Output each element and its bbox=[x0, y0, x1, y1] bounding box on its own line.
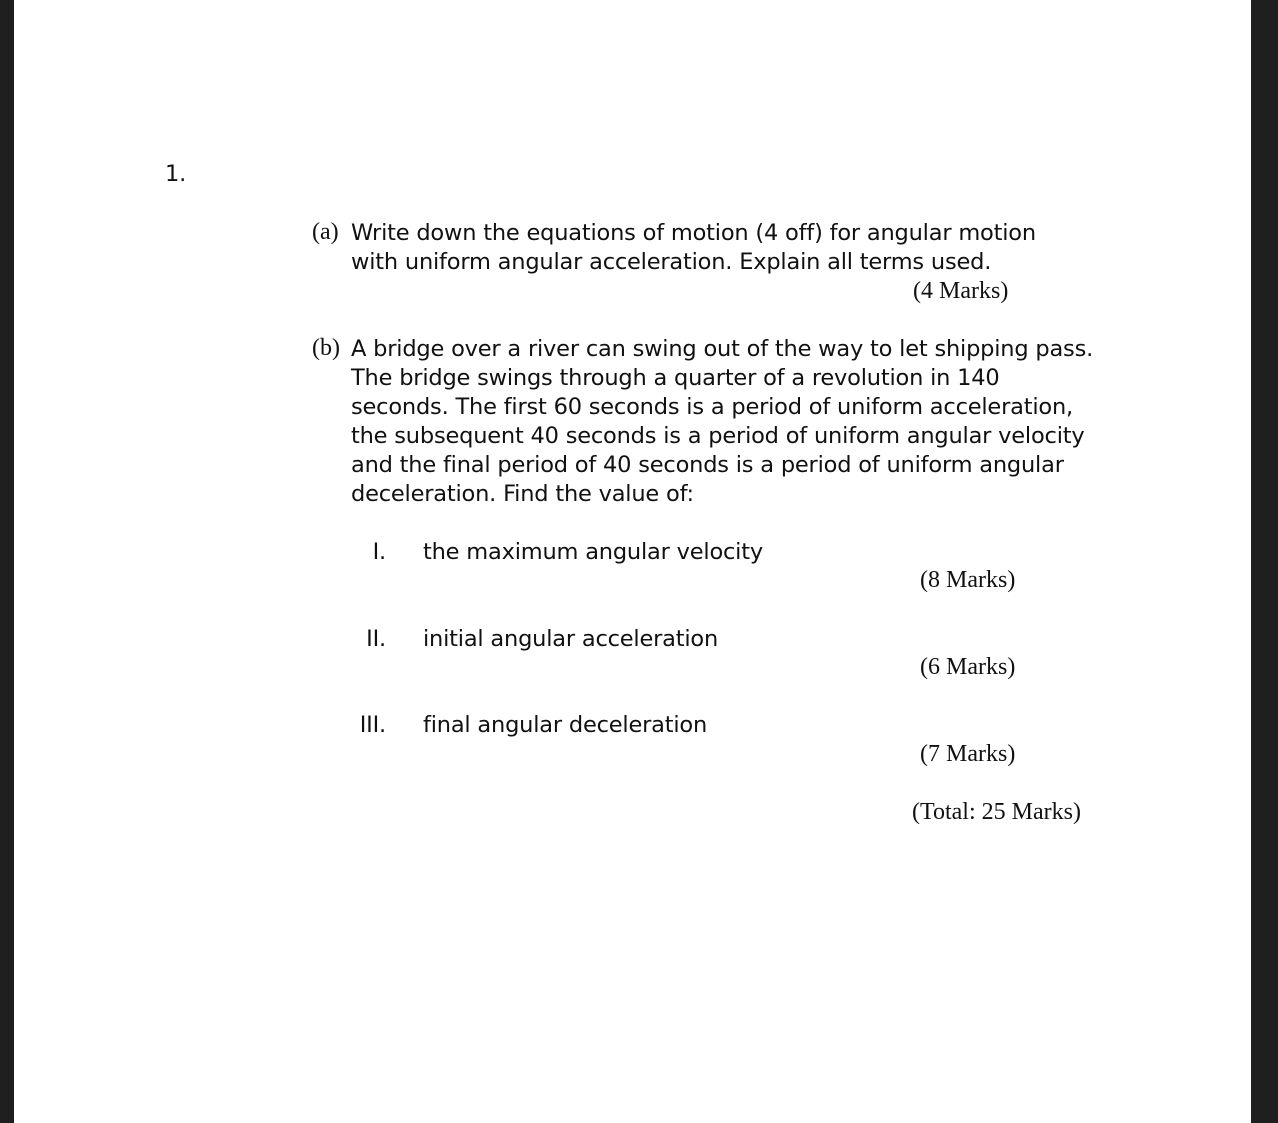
subpart-2-text: initial angular acceleration bbox=[423, 626, 719, 652]
part-b-line: A bridge over a river can swing out of the way to let shipping pass. bbox=[351, 336, 1094, 362]
subpart-3-marks: (7 Marks) bbox=[920, 741, 1016, 767]
part-b-line: deceleration. Find the value of: bbox=[351, 481, 694, 507]
part-b-text bbox=[351, 335, 1093, 509]
subpart-2-number: II. bbox=[366, 626, 386, 652]
subpart-1-marks: (8 Marks) bbox=[920, 567, 1016, 593]
subpart-3-number: III. bbox=[359, 712, 386, 738]
part-b-line: the subsequent 40 seconds is a period of uniform angular velocity bbox=[351, 423, 1085, 449]
part-a-marks: (4 Marks) bbox=[913, 278, 1009, 304]
part-b-label: (b) bbox=[312, 335, 340, 361]
subpart-1-number: I. bbox=[372, 539, 386, 565]
subpart-1-text: the maximum angular velocity bbox=[423, 539, 763, 565]
subpart-2-marks: (6 Marks) bbox=[920, 654, 1016, 680]
part-a-line: Write down the equations of motion (4 off) for angular motion bbox=[351, 220, 1036, 246]
part-b-line: The bridge swings through a quarter of a revolution in 140 bbox=[351, 365, 1000, 391]
part-b-line: seconds. The first 60 seconds is a period of uniform acceleration, bbox=[351, 394, 1073, 420]
part-b-line: and the final period of 40 seconds is a period of uniform angular bbox=[351, 452, 1064, 478]
question-number: 1. bbox=[165, 161, 187, 187]
document-page bbox=[14, 0, 1251, 1123]
subpart-3-text: final angular deceleration bbox=[423, 712, 708, 738]
total-marks: (Total: 25 Marks) bbox=[912, 799, 1081, 825]
part-a-line: with uniform angular acceleration. Explain all terms used. bbox=[351, 249, 992, 275]
part-a-text bbox=[351, 219, 1036, 277]
part-a-label: (a) bbox=[312, 219, 339, 245]
